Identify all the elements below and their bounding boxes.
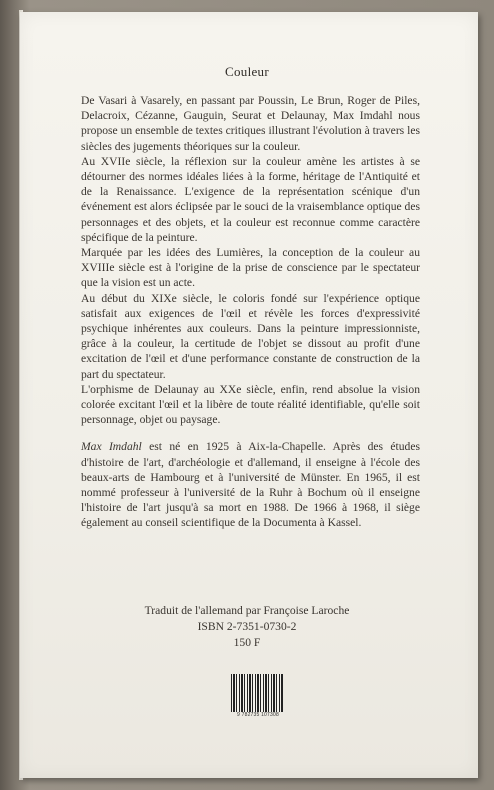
credits-block: [0, 603, 494, 651]
author-bio-text: est né en 1925 à Aix-la-Chapelle. Après des études d'histoire de l'art, d'archéologie et d'allemand, il enseigne à l'école des beaux-arts de Hambourg et à l'université de Münster. En 1965, il est nommé professeur à l'université de la Ruhr à Bochum où il enseigne l'histoire de l'art jusqu'à sa mort en 1988. De 1966 à 1968, il siège également au conseil scientifique de la Documenta à Kassel.: [81, 440, 420, 530]
paragraph-20th-century: L'orphisme de Delaunay au XXe siècle, enfin, rend absolue la vision colorée excitant l'œil et la libère de toute réalité identifiable, qu'elle soit personnage, objet ou paysage.: [81, 382, 420, 427]
book-title: Couleur: [225, 64, 269, 79]
author-bio: [81, 439, 420, 530]
author-name: Max Imdahl: [81, 440, 142, 454]
paragraph-19th-century: Au début du XIXe siècle, le coloris fondé sur l'expérience optique satisfait aux exigences de l'œil et révèle les forces d'expressivité psychique inhérentes aux couleurs. Dans la peinture impressionniste, grâce à la couleur, la certitude de l'objet se dissout au profit d'une excitation de l'œil et d'une performance constante de construction de la part du spectateur.: [81, 291, 420, 381]
barcode-number: 9 782735 107308: [237, 712, 279, 718]
spacer: [81, 427, 420, 439]
blurb-text: [81, 93, 420, 531]
price: 150 F: [233, 636, 261, 649]
intro-paragraph: De Vasari à Vasarely, en passant par Poussin, Le Brun, Roger de Piles, Delacroix, Cézanne, Gauguin, Seurat et Delaunay, Max Imdahl nous propose un ensemble de textes critiques illustrant l'évolution à travers les siècles des jugements théoriques sur la couleur.: [81, 94, 420, 153]
isbn: ISBN 2-7351-0730-2: [197, 620, 297, 633]
translator-credit: Traduit de l'allemand par Françoise Laroche: [144, 604, 350, 617]
barcode: [231, 674, 283, 712]
paragraph-17th-century: Au XVIIe siècle, la réflexion sur la couleur amène les artistes à se détourner des normes idéales liées à la forme, héritage de l'Antiquité et de la Renaissance. L'exigence de la représentation scénique d'un événement est alors éclipsée par le souci de la vraisemblance optique des personnages et des objets, et la couleur est reconnue comme caractère spécifique de la peinture.: [81, 154, 420, 244]
paragraph-18th-century: Marquée par les idées des Lumières, la conception de la couleur au XVIIIe siècle est à l'origine de la prise de conscience par le spectateur que la vision est un acte.: [81, 246, 420, 290]
